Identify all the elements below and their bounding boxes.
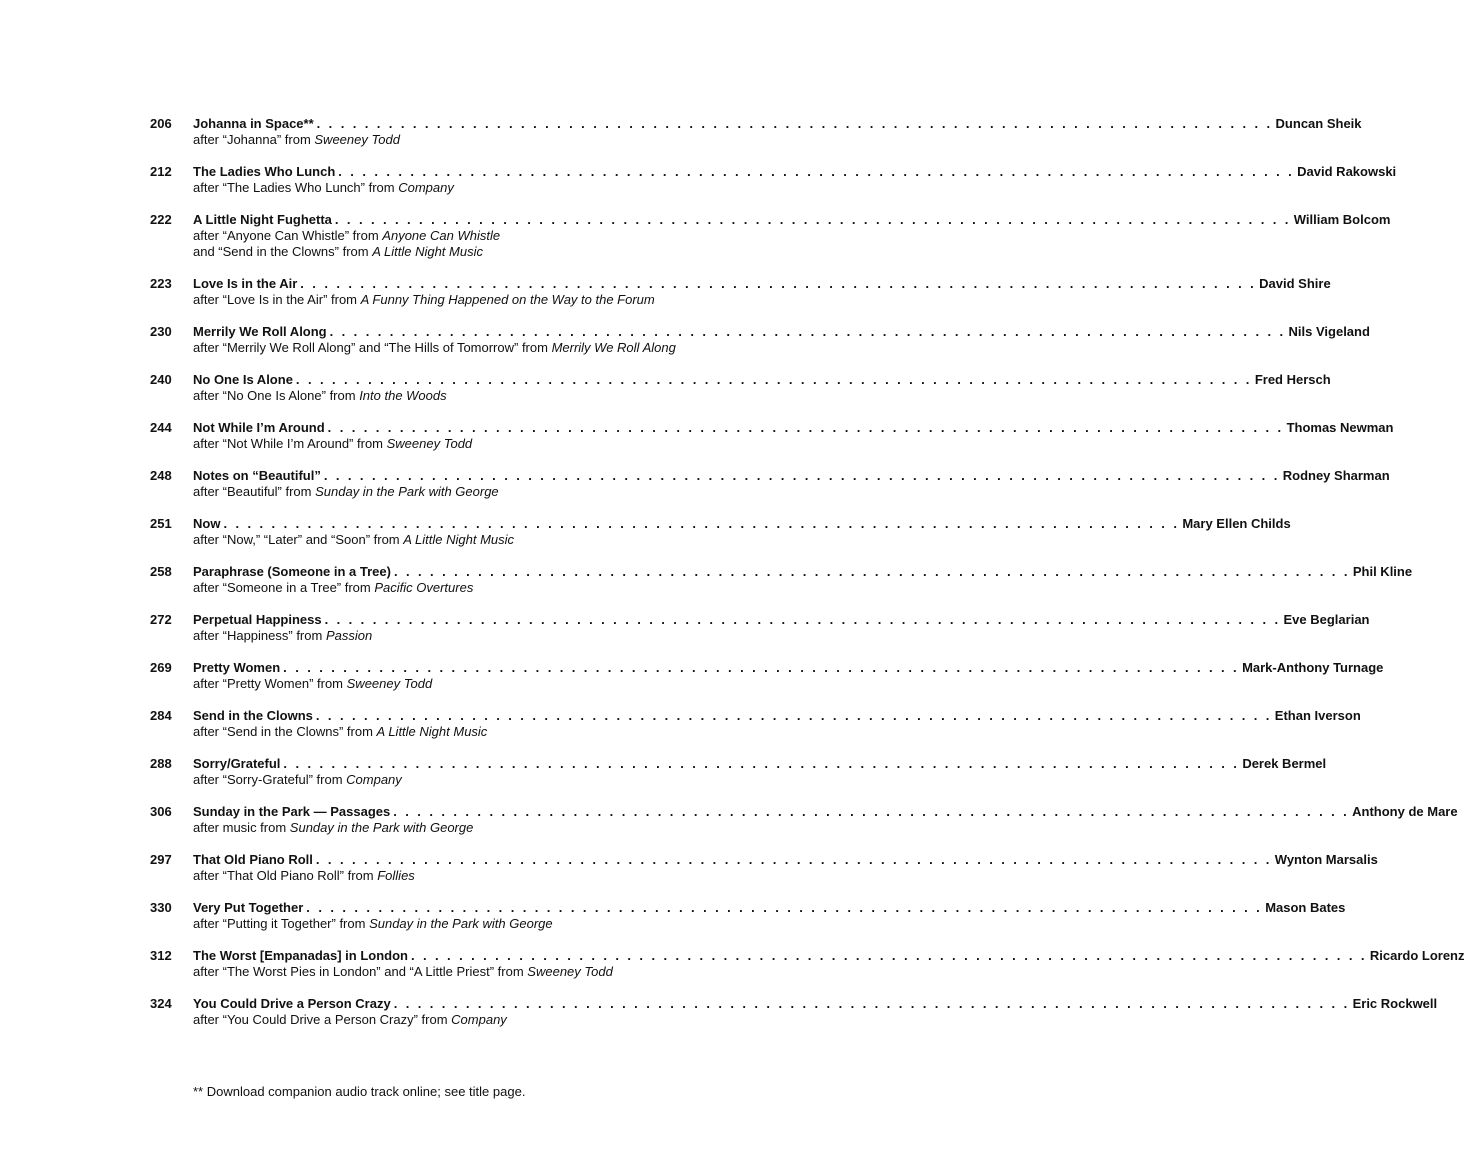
toc-entry bbox=[150, 660, 1384, 708]
dot-leader: . . . . . . . . . . . . . . . . . . . . . . . . . . . . . . . . . . . . . . . . . . . . . . . . . . . . . . . . . . . . . . . . . . . . . . . . . . . . . . . . bbox=[393, 996, 1350, 1011]
dot-leader: . . . . . . . . . . . . . . . . . . . . . . . . . . . . . . . . . . . . . . . . . . . . . . . . . . . . . . . . . . . . . . . . . . . . . . . . . . . . . . . . bbox=[283, 660, 1240, 675]
page-number: 288 bbox=[150, 756, 172, 771]
source-note-text: after “Send in the Clowns” from bbox=[193, 724, 377, 739]
piece-title: Sunday in the Park — Passages bbox=[193, 804, 391, 819]
show-title: Passion bbox=[325, 628, 373, 643]
entry-heading bbox=[193, 996, 1438, 1012]
entry-body bbox=[193, 276, 1331, 324]
source-note-text: after “That Old Piano Roll” from bbox=[193, 868, 378, 883]
dot-leader: . . . . . . . . . . . . . . . . . . . . . . . . . . . . . . . . . . . . . . . . . . . . . . . . . . . . . . . . . . . . . . . . . . . . . . . . . . . . . . . . bbox=[329, 324, 1286, 339]
show-title: Sunday in the Park with George bbox=[369, 916, 553, 931]
composer-name: David Rakowski bbox=[1297, 164, 1397, 179]
show-title: Company bbox=[398, 180, 454, 195]
toc-entry bbox=[150, 276, 1331, 324]
entry-body bbox=[193, 948, 1465, 996]
entry-body bbox=[193, 804, 1458, 852]
entry-body bbox=[193, 852, 1378, 900]
source-note-text: after “Putting it Together” from bbox=[193, 916, 370, 931]
composer-name: Ethan Iverson bbox=[1274, 708, 1361, 723]
source-note bbox=[193, 292, 692, 308]
toc-entry bbox=[150, 516, 1291, 564]
source-note bbox=[193, 244, 692, 260]
entry-heading bbox=[193, 516, 1291, 532]
entry-body bbox=[193, 996, 1438, 1044]
page-number: 306 bbox=[150, 804, 172, 819]
entry-heading bbox=[193, 948, 1465, 964]
entry-heading bbox=[193, 564, 1413, 580]
entry-body bbox=[193, 756, 1327, 804]
source-note bbox=[193, 580, 692, 596]
source-note bbox=[193, 340, 692, 356]
entry-body bbox=[193, 324, 1370, 372]
source-note-text: after “Anyone Can Whistle” from bbox=[193, 228, 383, 243]
entry-heading bbox=[193, 212, 1391, 228]
source-note-text: after “Happiness” from bbox=[193, 628, 326, 643]
source-note bbox=[193, 388, 692, 404]
dot-leader: . . . . . . . . . . . . . . . . . . . . . . . . . . . . . . . . . . . . . . . . . . . . . . . . . . . . . . . . . . . . . . . . . . . . . . . . . . . . . . . . bbox=[323, 468, 1280, 483]
show-title: A Little Night Music bbox=[376, 724, 488, 739]
source-note-text: after “Not While I’m Around” from bbox=[193, 436, 387, 451]
show-title: Sweeney Todd bbox=[527, 964, 613, 979]
entry-heading bbox=[193, 756, 1327, 772]
entry-body bbox=[193, 420, 1394, 468]
toc-entry bbox=[150, 212, 1391, 276]
toc-entry bbox=[150, 612, 1370, 660]
source-note bbox=[193, 132, 692, 148]
source-note-text: after “Love Is in the Air” from bbox=[193, 292, 361, 307]
toc-entry bbox=[150, 708, 1361, 756]
composer-name: Anthony de Mare bbox=[1352, 804, 1458, 819]
piece-title: The Worst [Empanadas] in London bbox=[193, 948, 408, 963]
entry-heading bbox=[193, 420, 1394, 436]
source-note-text: after “The Ladies Who Lunch” from bbox=[193, 180, 399, 195]
source-note bbox=[193, 868, 692, 884]
piece-title: Notes on “Beautiful” bbox=[193, 468, 321, 483]
entry-body bbox=[193, 900, 1346, 948]
page-number: 251 bbox=[150, 516, 172, 531]
piece-title: Perpetual Happiness bbox=[193, 612, 322, 627]
show-title: Company bbox=[346, 772, 402, 787]
entry-heading bbox=[193, 468, 1390, 484]
piece-title: Now bbox=[193, 516, 221, 531]
source-note-text: after “Pretty Women” from bbox=[193, 676, 347, 691]
page-number: 244 bbox=[150, 420, 172, 435]
toc-entry bbox=[150, 372, 1331, 420]
toc-entry bbox=[150, 948, 1465, 996]
entry-heading bbox=[193, 612, 1370, 628]
toc-entry bbox=[150, 420, 1394, 468]
composer-name: Eve Beglarian bbox=[1283, 612, 1370, 627]
show-title: Follies bbox=[377, 868, 415, 883]
source-note-text: after “Sorry-Grateful” from bbox=[193, 772, 347, 787]
dot-leader: . . . . . . . . . . . . . . . . . . . . . . . . . . . . . . . . . . . . . . . . . . . . . . . . . . . . . . . . . . . . . . . . . . . . . . . . . . . . . . . . bbox=[324, 612, 1281, 627]
page-number: 284 bbox=[150, 708, 172, 723]
page-number: 248 bbox=[150, 468, 172, 483]
source-note bbox=[193, 820, 692, 836]
composer-name: Phil Kline bbox=[1352, 564, 1413, 579]
composer-name: Wynton Marsalis bbox=[1274, 852, 1378, 867]
source-note-text: after “You Could Drive a Person Crazy” from bbox=[193, 1012, 452, 1027]
dot-leader: . . . . . . . . . . . . . . . . . . . . . . . . . . . . . . . . . . . . . . . . . . . . . . . . . . . . . . . . . . . . . . . . . . . . . . . . . . . . . . . . bbox=[334, 212, 1291, 227]
source-note-text: after “Someone in a Tree” from bbox=[193, 580, 375, 595]
source-note bbox=[193, 484, 692, 500]
page-number: 206 bbox=[150, 116, 172, 131]
show-title: Sweeney Todd bbox=[346, 676, 433, 691]
composer-name: Ricardo Lorenz bbox=[1369, 948, 1465, 963]
piece-title: Merrily We Roll Along bbox=[193, 324, 327, 339]
composer-name: Duncan Sheik bbox=[1275, 116, 1362, 131]
dot-leader: . . . . . . . . . . . . . . . . . . . . . . . . . . . . . . . . . . . . . . . . . . . . . . . . . . . . . . . . . . . . . . . . . . . . . . . . . . . . . . . . bbox=[338, 164, 1295, 179]
dot-leader: . . . . . . . . . . . . . . . . . . . . . . . . . . . . . . . . . . . . . . . . . . . . . . . . . . . . . . . . . . . . . . . . . . . . . . . . . . . . . . . . bbox=[316, 116, 1273, 131]
source-note-text: after music from bbox=[193, 820, 290, 835]
piece-title: Paraphrase (Someone in a Tree) bbox=[193, 564, 391, 579]
entry-body bbox=[193, 212, 1391, 276]
piece-title: Very Put Together bbox=[193, 900, 304, 915]
page-number: 222 bbox=[150, 212, 172, 227]
piece-title: Sorry/Grateful bbox=[193, 756, 281, 771]
toc-entry bbox=[150, 564, 1413, 612]
show-title: Merrily We Roll Along bbox=[551, 340, 676, 355]
entry-heading bbox=[193, 276, 1331, 292]
source-note bbox=[193, 772, 692, 788]
entry-body bbox=[193, 164, 1397, 212]
composer-name: Eric Rockwell bbox=[1352, 996, 1438, 1011]
toc-entry bbox=[150, 756, 1327, 804]
dot-leader: . . . . . . . . . . . . . . . . . . . . . . . . . . . . . . . . . . . . . . . . . . . . . . . . . . . . . . . . . . . . . . . . . . . . . . . . . . . . . . . . bbox=[393, 804, 1350, 819]
dot-leader: . . . . . . . . . . . . . . . . . . . . . . . . . . . . . . . . . . . . . . . . . . . . . . . . . . . . . . . . . . . . . . . . . . . . . . . . . . . . . . . . bbox=[295, 372, 1252, 387]
page-number: 240 bbox=[150, 372, 172, 387]
entry-body bbox=[193, 564, 1413, 612]
source-note bbox=[193, 532, 692, 548]
page-number: 324 bbox=[150, 996, 172, 1011]
source-note-text: after “Merrily We Roll Along” and “The Hills of Tomorrow” from bbox=[193, 340, 552, 355]
toc-entry bbox=[150, 116, 1362, 164]
show-title: Company bbox=[451, 1012, 507, 1027]
page-number: 223 bbox=[150, 276, 172, 291]
dot-leader: . . . . . . . . . . . . . . . . . . . . . . . . . . . . . . . . . . . . . . . . . . . . . . . . . . . . . . . . . . . . . . . . . . . . . . . . . . . . . . . . bbox=[223, 516, 1180, 531]
source-note bbox=[193, 724, 692, 740]
dot-leader: . . . . . . . . . . . . . . . . . . . . . . . . . . . . . . . . . . . . . . . . . . . . . . . . . . . . . . . . . . . . . . . . . . . . . . . . . . . . . . . . bbox=[393, 564, 1350, 579]
page-number: 330 bbox=[150, 900, 172, 915]
source-note bbox=[193, 228, 692, 244]
entry-body bbox=[193, 468, 1390, 516]
source-note-text: and “Send in the Clowns” from bbox=[193, 244, 373, 259]
show-title: Sweeney Todd bbox=[386, 436, 473, 451]
show-title: Into the Woods bbox=[359, 388, 447, 403]
show-title: A Funny Thing Happened on the Way to the Forum bbox=[360, 292, 655, 307]
page-number: 269 bbox=[150, 660, 172, 675]
page-number: 212 bbox=[150, 164, 172, 179]
piece-title: No One Is Alone bbox=[193, 372, 293, 387]
entry-heading bbox=[193, 116, 1362, 132]
show-title: Anyone Can Whistle bbox=[382, 228, 501, 243]
dot-leader: . . . . . . . . . . . . . . . . . . . . . . . . . . . . . . . . . . . . . . . . . . . . . . . . . . . . . . . . . . . . . . . . . . . . . . . . . . . . . . . . bbox=[283, 756, 1240, 771]
piece-title: The Ladies Who Lunch bbox=[193, 164, 336, 179]
source-note-text: after “Now,” “Later” and “Soon” from bbox=[193, 532, 404, 547]
source-note bbox=[193, 964, 692, 980]
source-note-text: after “No One Is Alone” from bbox=[193, 388, 360, 403]
page-number: 230 bbox=[150, 324, 172, 339]
dot-leader: . . . . . . . . . . . . . . . . . . . . . . . . . . . . . . . . . . . . . . . . . . . . . . . . . . . . . . . . . . . . . . . . . . . . . . . . . . . . . . . . bbox=[306, 900, 1263, 915]
toc-entry bbox=[150, 324, 1370, 372]
entry-heading bbox=[193, 164, 1397, 180]
dot-leader: . . . . . . . . . . . . . . . . . . . . . . . . . . . . . . . . . . . . . . . . . . . . . . . . . . . . . . . . . . . . . . . . . . . . . . . . . . . . . . . . bbox=[315, 708, 1272, 723]
entry-heading bbox=[193, 324, 1370, 340]
entry-body bbox=[193, 372, 1331, 420]
show-title: Pacific Overtures bbox=[374, 580, 474, 595]
entry-heading bbox=[193, 852, 1378, 868]
composer-name: David Shire bbox=[1259, 276, 1331, 291]
piece-title: That Old Piano Roll bbox=[193, 852, 313, 867]
piece-title: Send in the Clowns bbox=[193, 708, 313, 723]
entry-heading bbox=[193, 708, 1361, 724]
table-of-contents bbox=[150, 116, 1465, 1044]
entry-body bbox=[193, 516, 1291, 564]
piece-title: A Little Night Fughetta bbox=[193, 212, 332, 227]
source-note-text: after “Beautiful” from bbox=[193, 484, 316, 499]
composer-name: Fred Hersch bbox=[1254, 372, 1331, 387]
composer-name: Rodney Sharman bbox=[1282, 468, 1390, 483]
entry-heading bbox=[193, 900, 1346, 916]
composer-name: William Bolcom bbox=[1293, 212, 1391, 227]
dot-leader: . . . . . . . . . . . . . . . . . . . . . . . . . . . . . . . . . . . . . . . . . . . . . . . . . . . . . . . . . . . . . . . . . . . . . . . . . . . . . . . . bbox=[315, 852, 1272, 867]
source-note bbox=[193, 180, 692, 196]
dot-leader: . . . . . . . . . . . . . . . . . . . . . . . . . . . . . . . . . . . . . . . . . . . . . . . . . . . . . . . . . . . . . . . . . . . . . . . . . . . . . . . . bbox=[410, 948, 1367, 963]
toc-entry bbox=[150, 804, 1458, 852]
piece-title: Pretty Women bbox=[193, 660, 281, 675]
show-title: Sweeney Todd bbox=[314, 132, 400, 147]
entry-heading bbox=[193, 804, 1458, 820]
source-note bbox=[193, 676, 692, 692]
source-note-text: after “The Worst Pies in London” and “A Little Priest” from bbox=[193, 964, 528, 979]
piece-title: You Could Drive a Person Crazy bbox=[193, 996, 391, 1011]
show-title: Sunday in the Park with George bbox=[315, 484, 499, 499]
show-title: Sunday in the Park with George bbox=[289, 820, 474, 835]
source-note-text: after “Johanna” from bbox=[193, 132, 315, 147]
page-number: 258 bbox=[150, 564, 172, 579]
show-title: A Little Night Music bbox=[372, 244, 483, 259]
piece-title: Johanna in Space** bbox=[193, 116, 314, 131]
entry-body bbox=[193, 612, 1370, 660]
piece-title: Not While I’m Around bbox=[193, 420, 325, 435]
composer-name: Mason Bates bbox=[1265, 900, 1346, 915]
dot-leader: . . . . . . . . . . . . . . . . . . . . . . . . . . . . . . . . . . . . . . . . . . . . . . . . . . . . . . . . . . . . . . . . . . . . . . . . . . . . . . . . bbox=[300, 276, 1257, 291]
entry-body bbox=[193, 660, 1384, 708]
entry-heading bbox=[193, 372, 1331, 388]
page-number: 272 bbox=[150, 612, 172, 627]
toc-entry bbox=[150, 996, 1438, 1044]
composer-name: Thomas Newman bbox=[1286, 420, 1394, 435]
source-note bbox=[193, 436, 692, 452]
toc-entry bbox=[150, 468, 1390, 516]
entry-body bbox=[193, 708, 1361, 756]
footnote: ** Download companion audio track online; see title page. bbox=[193, 1084, 526, 1099]
source-note bbox=[193, 628, 692, 644]
composer-name: Mark-Anthony Turnage bbox=[1242, 660, 1384, 675]
show-title: A Little Night Music bbox=[403, 532, 515, 547]
source-note bbox=[193, 1012, 692, 1028]
page-number: 312 bbox=[150, 948, 172, 963]
composer-name: Derek Bermel bbox=[1242, 756, 1327, 771]
composer-name: Nils Vigeland bbox=[1288, 324, 1370, 339]
entry-heading bbox=[193, 660, 1384, 676]
toc-entry bbox=[150, 900, 1346, 948]
page-number: 297 bbox=[150, 852, 172, 867]
toc-entry bbox=[150, 852, 1378, 900]
source-note bbox=[193, 916, 692, 932]
composer-name: Mary Ellen Childs bbox=[1182, 516, 1291, 531]
toc-entry bbox=[150, 164, 1397, 212]
entry-body bbox=[193, 116, 1362, 164]
piece-title: Love Is in the Air bbox=[193, 276, 298, 291]
dot-leader: . . . . . . . . . . . . . . . . . . . . . . . . . . . . . . . . . . . . . . . . . . . . . . . . . . . . . . . . . . . . . . . . . . . . . . . . . . . . . . . . bbox=[327, 420, 1284, 435]
